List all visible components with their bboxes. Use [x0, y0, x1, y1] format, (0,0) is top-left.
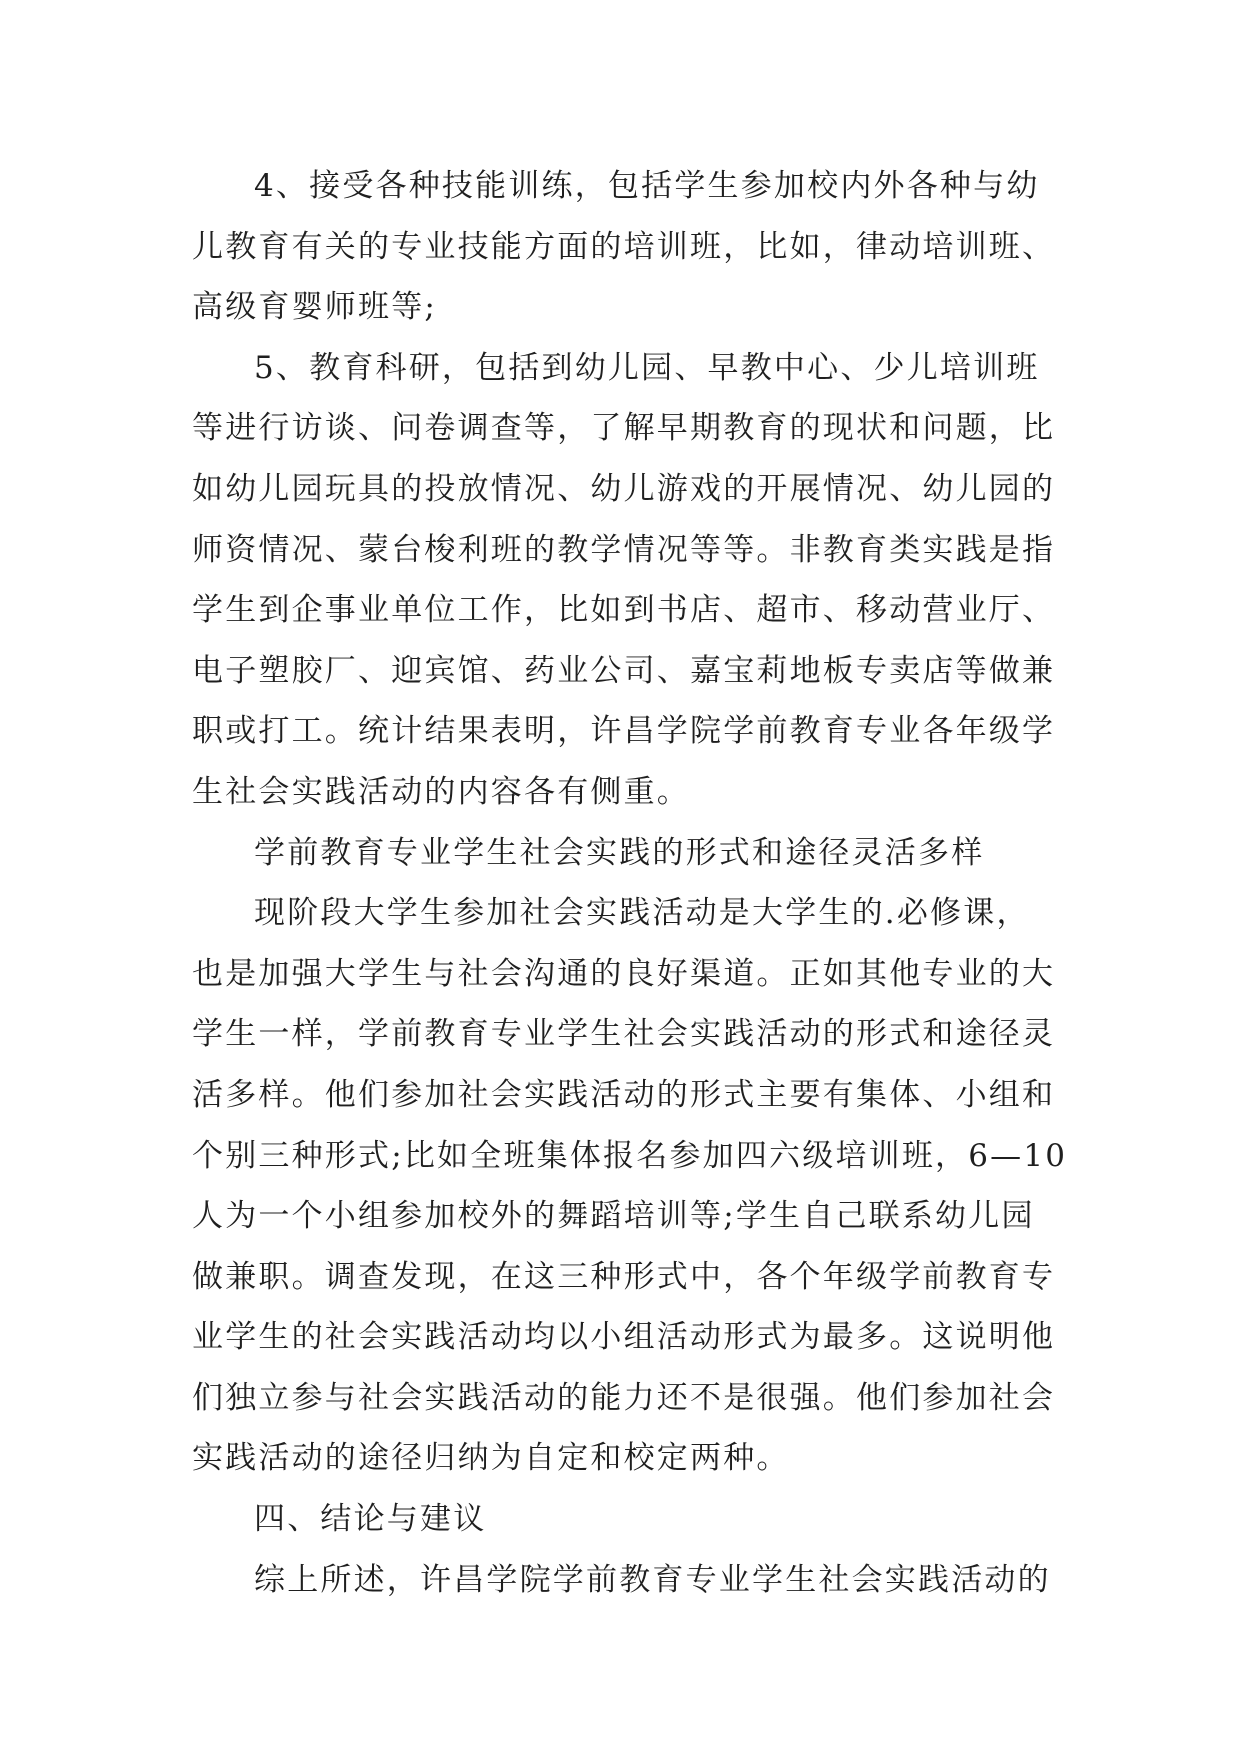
text-line: 儿教育有关的专业技能方面的培训班，比如，律动培训班、	[192, 228, 1056, 265]
text-line: 也是加强大学生与社会沟通的良好渠道。正如其他专业的大	[192, 955, 1056, 992]
text-line: 5、教育科研，包括到幼儿园、早教中心、少儿培训班	[254, 349, 1040, 386]
heading-line: 学前教育专业学生社会实践的形式和途径灵活多样	[254, 834, 985, 871]
text-line: 学生一样，学前教育专业学生社会实践活动的形式和途径灵	[192, 1016, 1056, 1053]
text-line: 高级育婴师班等;	[192, 289, 438, 326]
paragraph-education-research	[192, 338, 1062, 823]
text-line: 综上所述，许昌学院学前教育专业学生社会实践活动的	[254, 1561, 1051, 1598]
text-line: 4、接受各种技能训练，包括学生参加校内外各种与幼	[254, 168, 1040, 204]
text-line: 个别三种形式;比如全班集体报名参加四六级培训班，6—10	[192, 1137, 1068, 1174]
section-heading-conclusion	[192, 1489, 1062, 1550]
text-line: 电子塑胶厂、迎宾馆、药业公司、嘉宝莉地板专卖店等做兼	[192, 652, 1056, 689]
text-line: 如幼儿园玩具的投放情况、幼儿游戏的开展情况、幼儿园的	[192, 470, 1056, 507]
text-line: 等进行访谈、问卷调查等，了解早期教育的现状和问题，比	[192, 410, 1056, 447]
text-line: 职或打工。统计结果表明，许昌学院学前教育专业各年级学	[192, 713, 1056, 750]
paragraph-practice-forms	[192, 883, 1068, 1489]
text-line: 现阶段大学生参加社会实践活动是大学生的.必修课，	[254, 895, 1030, 932]
text-line: 生社会实践活动的内容各有侧重。	[192, 773, 690, 810]
text-line: 业学生的社会实践活动均以小组活动形式为最多。这说明他	[192, 1319, 1056, 1356]
text-line: 活多样。他们参加社会实践活动的形式主要有集体、小组和	[192, 1076, 1056, 1113]
text-line: 们独立参与社会实践活动的能力还不是很强。他们参加社会	[192, 1379, 1056, 1416]
text-line: 做兼职。调查发现，在这三种形式中，各个年级学前教育专	[192, 1258, 1056, 1295]
text-line: 师资情况、蒙台梭利班的教学情况等等。非教育类实践是指	[192, 531, 1056, 568]
heading-line: 四、结论与建议	[254, 1501, 487, 1538]
text-line: 人为一个小组参加校外的舞蹈培训等;学生自己联系幼儿园	[192, 1198, 1035, 1235]
paragraph-conclusion	[192, 1550, 1062, 1611]
text-line: 实践活动的途径归纳为自定和校定两种。	[192, 1440, 790, 1477]
paragraph-skill-training	[192, 156, 1062, 338]
section-heading-forms	[192, 823, 1062, 884]
document-body	[192, 156, 1068, 1610]
text-line: 学生到企事业单位工作，比如到书店、超市、移动营业厅、	[192, 592, 1056, 629]
